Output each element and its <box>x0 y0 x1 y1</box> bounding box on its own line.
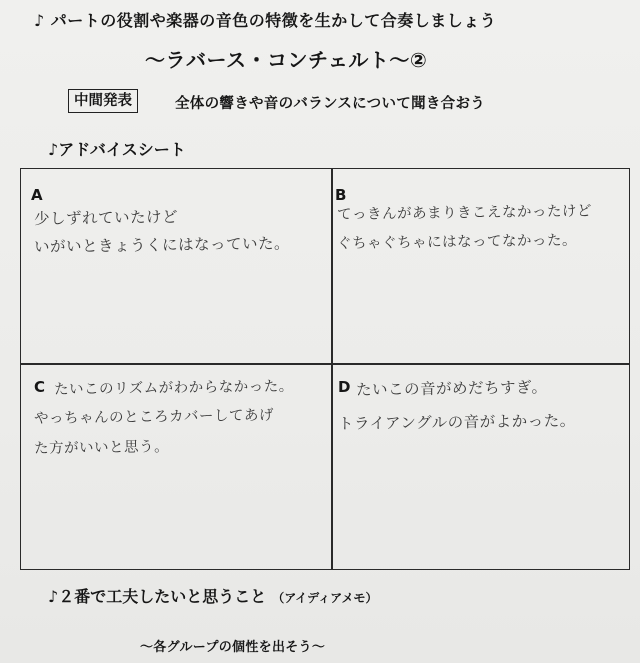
worksheet-title: ～ラバース・コンチェルト～② <box>145 48 428 72</box>
cell-a-line-1: 少しずれていたけど <box>33 207 179 228</box>
cell-c-line-3: た方がいいと思う。 <box>33 439 170 457</box>
cell-b-line-2: ぐちゃぐちゃにはなってなかった。 <box>336 232 578 252</box>
idea-memo-note: （アイディアメモ） <box>272 591 378 605</box>
advice-sheet-heading: ♪アドバイスシート <box>48 140 186 159</box>
cell-label-b: B <box>335 186 347 204</box>
cell-d-line-2: トライアングルの音がよかった。 <box>337 411 576 433</box>
cell-label-c: C <box>34 378 46 396</box>
cell-label-a: A <box>31 186 43 204</box>
midterm-label-box: 中間発表 <box>68 89 138 113</box>
cell-b-line-1: てっきんがあまりきこえなかったけど <box>336 203 593 223</box>
group-individuality-footer: ～各グループの個性を出そう～ <box>140 640 326 655</box>
cell-c-line-2: やっちゃんのところカバーしてあげ <box>33 407 275 427</box>
worksheet-subtitle: ♪ パートの役割や楽器の音色の特徴を生かして合奏しましょう <box>34 11 497 30</box>
idea-memo-title: ♪２番で工夫したいと思うこと <box>48 587 267 606</box>
midterm-instruction: 全体の響きや音のバランスについて聞き合おう <box>175 96 486 112</box>
cell-c-line-1: たいこのリズムがわからなかった。 <box>53 378 294 398</box>
grid-horizontal-divider <box>20 363 630 365</box>
cell-label-d: D <box>338 378 351 396</box>
cell-a-line-2: いがいときょうくにはなっていた。 <box>33 234 291 256</box>
grid-vertical-divider <box>331 168 333 570</box>
idea-memo-heading <box>48 584 377 607</box>
cell-d-line-1: たいこの音がめだちすぎ。 <box>355 378 548 399</box>
